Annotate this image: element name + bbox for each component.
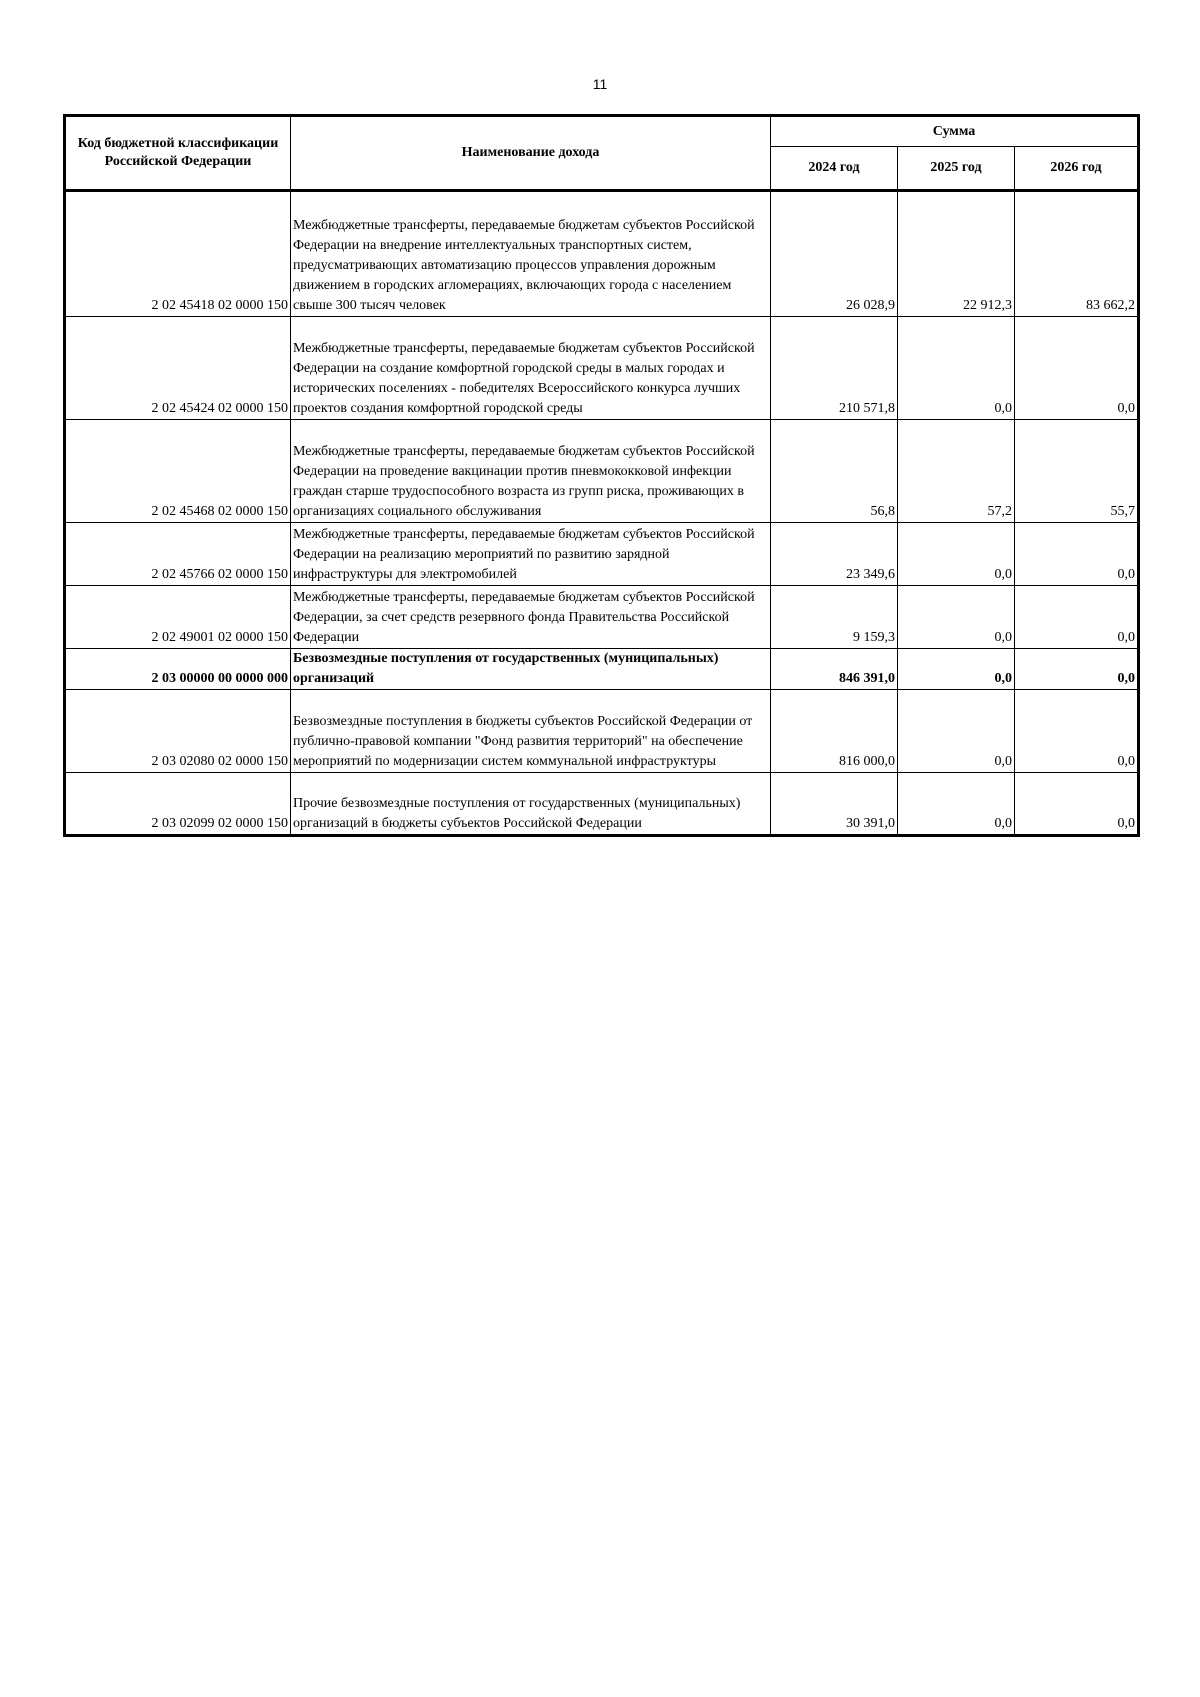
row-name: Безвозмездные поступления в бюджеты субъектов Российской Федерации от публично-правовой компании "Фонд развития территорий" на обеспечение мероприятий по модернизации систем коммунальной инфраструктуры [291, 690, 771, 773]
row-value-2025: 57,2 [898, 420, 1015, 523]
row-code: 2 03 02099 02 0000 150 [65, 773, 291, 836]
row-value-2026: 0,0 [1015, 690, 1139, 773]
row-value-2026: 55,7 [1015, 420, 1139, 523]
table-row [65, 191, 1139, 317]
row-value-2024: 9 159,3 [771, 586, 898, 649]
table-row [65, 690, 1139, 773]
header-year-2025: 2025 год [898, 147, 1015, 191]
row-value-2025: 0,0 [898, 523, 1015, 586]
row-name: Межбюджетные трансферты, передаваемые бюджетам субъектов Российской Федерации на реализацию мероприятий по развитию зарядной инфраструктуры для электромобилей [291, 523, 771, 586]
row-code: 2 03 00000 00 0000 000 [65, 649, 291, 690]
row-name: Межбюджетные трансферты, передаваемые бюджетам субъектов Российской Федерации, за счет средств резервного фонда Правительства Российской Федерации [291, 586, 771, 649]
revenue-table [63, 114, 1140, 837]
row-value-2024: 30 391,0 [771, 773, 898, 836]
row-value-2025: 0,0 [898, 317, 1015, 420]
table-row [65, 773, 1139, 836]
page-number: 11 [592, 76, 608, 92]
row-value-2025: 22 912,3 [898, 191, 1015, 317]
header-sum: Сумма [771, 116, 1139, 147]
row-code: 2 02 45468 02 0000 150 [65, 420, 291, 523]
row-value-2024: 816 000,0 [771, 690, 898, 773]
row-value-2026: 0,0 [1015, 649, 1139, 690]
row-value-2026: 0,0 [1015, 317, 1139, 420]
table-row [65, 420, 1139, 523]
header-name: Наименование дохода [291, 116, 771, 191]
row-value-2026: 83 662,2 [1015, 191, 1139, 317]
row-code: 2 03 02080 02 0000 150 [65, 690, 291, 773]
row-value-2026: 0,0 [1015, 586, 1139, 649]
row-value-2024: 23 349,6 [771, 523, 898, 586]
table-row-total [65, 649, 1139, 690]
row-value-2025: 0,0 [898, 690, 1015, 773]
row-value-2024: 846 391,0 [771, 649, 898, 690]
row-value-2026: 0,0 [1015, 523, 1139, 586]
row-value-2025: 0,0 [898, 773, 1015, 836]
table-row [65, 523, 1139, 586]
row-name: Прочие безвозмездные поступления от государственных (муниципальных) организаций в бюджеты субъектов Российской Федерации [291, 773, 771, 836]
row-value-2024: 56,8 [771, 420, 898, 523]
header-year-2026: 2026 год [1015, 147, 1139, 191]
row-name: Межбюджетные трансферты, передаваемые бюджетам субъектов Российской Федерации на создание комфортной городской среды в малых городах и исторических поселениях - победителях Всероссийского конкурса лучших проектов создания комфортной городской среды [291, 317, 771, 420]
row-name: Безвозмездные поступления от государственных (муниципальных) организаций [291, 649, 771, 690]
header-year-2024: 2024 год [771, 147, 898, 191]
table-row [65, 586, 1139, 649]
row-value-2024: 26 028,9 [771, 191, 898, 317]
row-value-2026: 0,0 [1015, 773, 1139, 836]
table-row [65, 317, 1139, 420]
row-value-2025: 0,0 [898, 586, 1015, 649]
row-code: 2 02 45424 02 0000 150 [65, 317, 291, 420]
header-code: Код бюджетной классификации Российской Федерации [65, 116, 291, 191]
row-value-2025: 0,0 [898, 649, 1015, 690]
row-code: 2 02 45766 02 0000 150 [65, 523, 291, 586]
row-code: 2 02 49001 02 0000 150 [65, 586, 291, 649]
row-value-2024: 210 571,8 [771, 317, 898, 420]
row-code: 2 02 45418 02 0000 150 [65, 191, 291, 317]
row-name: Межбюджетные трансферты, передаваемые бюджетам субъектов Российской Федерации на проведение вакцинации против пневмококковой инфекции граждан старше трудоспособного возраста из групп риска, проживающих в организациях социального обслуживания [291, 420, 771, 523]
row-name: Межбюджетные трансферты, передаваемые бюджетам субъектов Российской Федерации на внедрение интеллектуальных транспортных систем, предусматривающих автоматизацию процессов управления дорожным движением в городских агломерациях, включающих города с населением свыше 300 тысяч человек [291, 191, 771, 317]
